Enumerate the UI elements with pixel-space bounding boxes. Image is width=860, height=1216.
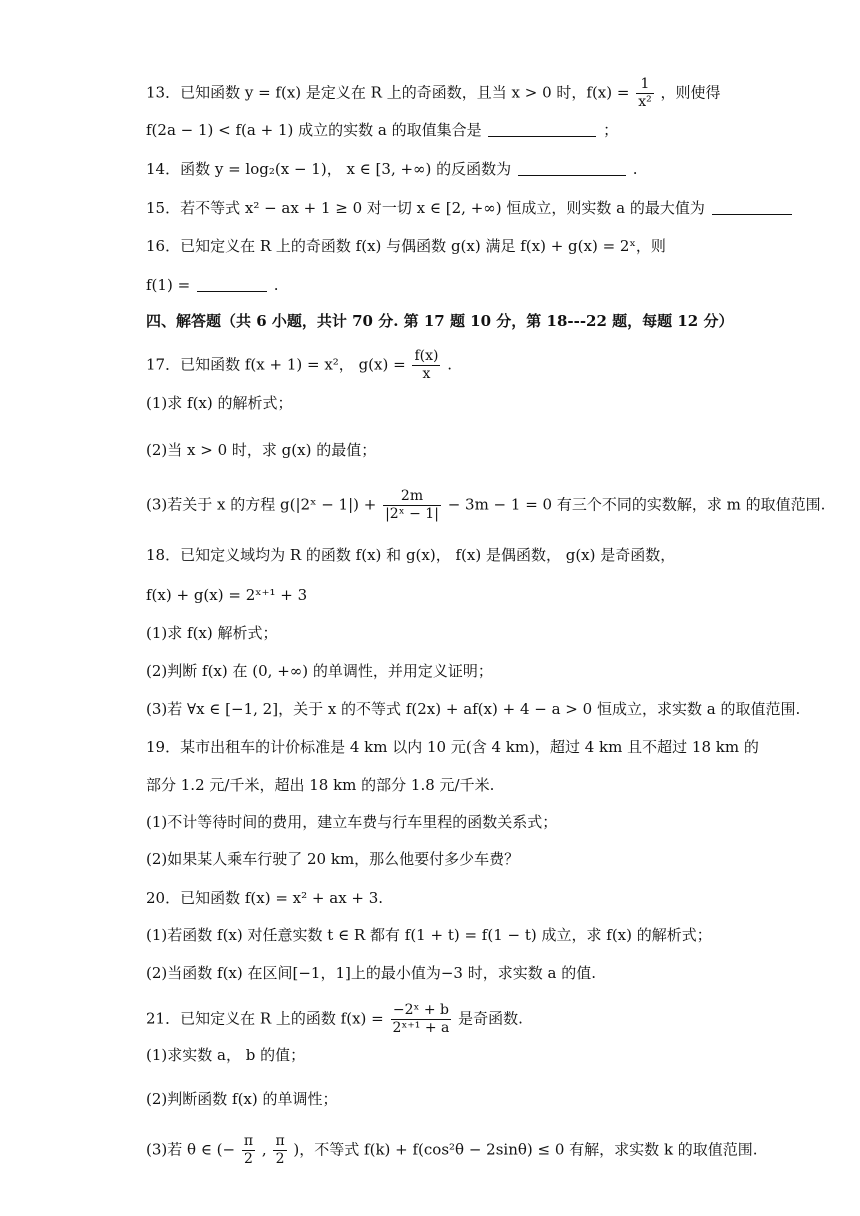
q13-line2-end: ； [603,121,619,139]
q13-line1 [146,76,721,111]
q13-stem: 13．已知函数 y = f(x) 是定义在 R 上的奇函数，且当 x > 0 时，f(x) = [146,83,630,102]
q20-stem [146,888,383,908]
q21-pi-den-2: 2 [273,1150,286,1168]
q17-stem-text: 17．已知函数 f(x + 1) = x²， g(x) = [146,355,406,374]
q17-part3 [146,488,825,523]
q17-part3-text-b: − 3m − 1 = 0 有三个不同的实数解，求 m 的取值范围. [447,495,826,514]
q21-stem [146,1002,523,1037]
q16-line1 [146,236,666,256]
q18-part3 [146,699,800,719]
q21-part3-text-b: )，不等式 f(k) + f(cos²θ − 2sinθ) ≤ 0 有解，求实数 k 的取值范围. [293,1140,758,1159]
q18-formula [146,585,307,605]
q19-part2 [146,849,519,869]
q17-part1-text: (1)求 f(x) 的解析式； [146,394,293,412]
q21-fraction [391,1002,452,1037]
q17-frac-den: x [412,365,440,383]
q17-part3-text-a: (3)若关于 x 的方程 g(|2ˣ − 1|) + [146,495,377,514]
q21-part3-comma: , [261,1140,267,1159]
q19-stem-text2: 部分 1.2 元/千米，超出 18 km 的部分 1.8 元/千米. [146,776,495,794]
q13-answer-blank[interactable] [488,122,596,137]
q17-part3-frac-den: |2ˣ − 1| [385,506,439,522]
q16-stem: 16．已知定义在 R 上的奇函数 f(x) 与偶函数 g(x) 满足 f(x) + g(x) = 2ˣ，则 [146,237,666,255]
q21-part3 [146,1133,758,1168]
q14-stem: 14．函数 y = log₂(x − 1)， x ∈ [3, +∞) 的反函数为 [146,160,512,178]
q21-pi-fraction-1 [242,1133,255,1168]
q17-part3-fraction [383,488,441,523]
q18-part2-text: (2)判断 f(x) 在 (0, +∞) 的单调性，并用定义证明； [146,662,493,680]
q21-stem-text-a: 21．已知定义在 R 上的函数 f(x) = [146,1009,384,1028]
q21-part1-text: (1)求实数 a， b 的值； [146,1046,306,1064]
q21-frac-den: 2ˣ⁺¹ + a [392,1020,450,1036]
q17-stem-end: . [447,355,453,374]
q13-condition: f(2a − 1) < f(a + 1) 成立的实数 a 的取值集合是 [146,121,482,139]
q19-part1 [146,812,557,832]
q17-stem [146,348,452,383]
q14-end: . [632,160,638,178]
q18-part1-text: (1)求 f(x) 解析式； [146,624,278,642]
q19-part1-text: (1)不计等待时间的费用，建立车费与行车里程的函数关系式； [146,813,558,831]
q16-end: . [273,276,279,294]
q21-pi-num-1: π [243,1133,254,1149]
q13-frac-den: x² [638,94,652,110]
q21-part2 [146,1089,338,1109]
q21-pi-num-2: π [275,1133,285,1149]
q19-stem-text1: 19．某市出租车的计价标准是 4 km 以内 10 元(含 4 km)，超过 4 km 且不超过 18 km 的 [146,738,759,756]
q20-part2-text: (2)当函数 f(x) 在区间[−1，1]上的最小值为−3 时，求实数 a 的值. [146,964,596,982]
q20-stem-text: 20．已知函数 f(x) = x² + ax + 3. [146,889,384,907]
q14-line [146,159,638,179]
q16-answer-blank[interactable] [197,277,267,292]
q18-part2 [146,661,493,681]
q18-formula-text: f(x) + g(x) = 2ˣ⁺¹ + 3 [146,586,308,604]
q13-frac-num: 1 [640,76,650,92]
q19-stem-line1 [146,737,759,757]
q15-line [146,198,794,218]
q21-part3-text-a: (3)若 θ ∈ (− [146,1140,236,1159]
q17-frac-num: f(x) [414,348,439,364]
q16-line2 [146,275,278,295]
q17-fraction [412,348,440,383]
q18-part1 [146,623,278,643]
q21-part1 [146,1045,305,1065]
q14-answer-blank[interactable] [518,161,626,176]
q13-stem-end: ，则使得 [660,83,721,102]
q18-part3-text: (3)若 ∀x ∈ [−1, 2]，关于 x 的不等式 f(2x) + af(x) + 4 − a > 0 恒成立，求实数 a 的取值范围. [146,700,801,718]
q20-part2 [146,963,596,983]
q13-fraction [636,76,654,111]
q21-pi-fraction-2 [273,1133,286,1168]
q21-stem-text-b: 是奇函数. [458,1009,523,1028]
q16-prompt: f(1) = [146,276,191,294]
q21-part2-text: (2)判断函数 f(x) 的单调性； [146,1090,338,1108]
q20-part1 [146,925,712,945]
q19-stem-line2 [146,775,494,795]
q17-part3-frac-num: 2m [400,488,424,504]
q15-answer-blank[interactable] [712,200,792,215]
q21-frac-num: −2ˣ + b [392,1002,450,1018]
q20-part1-text: (1)若函数 f(x) 对任意实数 t ∈ R 都有 f(1 + t) = f(1 − t) 成立，求 f(x) 的解析式； [146,926,712,944]
q19-part2-text: (2)如果某人乘车行驶了 20 km，那么他要付多少车费？ [146,850,520,868]
q15-stem: 15．若不等式 x² − ax + 1 ≥ 0 对一切 x ∈ [2, +∞) 恒成立，则实数 a 的最大值为 [146,199,705,217]
q13-line2 [146,120,618,140]
section-4-title-text: 四、解答题（共 6 小题，共计 70 分. 第 17 题 10 分，第 18---22 题，每题 12 分） [146,312,734,330]
q21-pi-den-1: 2 [242,1150,255,1168]
q17-part1 [146,393,293,413]
q18-stem-text: 18．已知定义域均为 R 的函数 f(x) 和 g(x)， f(x) 是偶函数， g(x) 是奇函数， [146,546,676,564]
q18-stem [146,545,675,565]
section-4-title [146,311,733,331]
q17-part2 [146,440,376,460]
q17-part2-text: (2)当 x > 0 时，求 g(x) 的最值； [146,441,377,459]
